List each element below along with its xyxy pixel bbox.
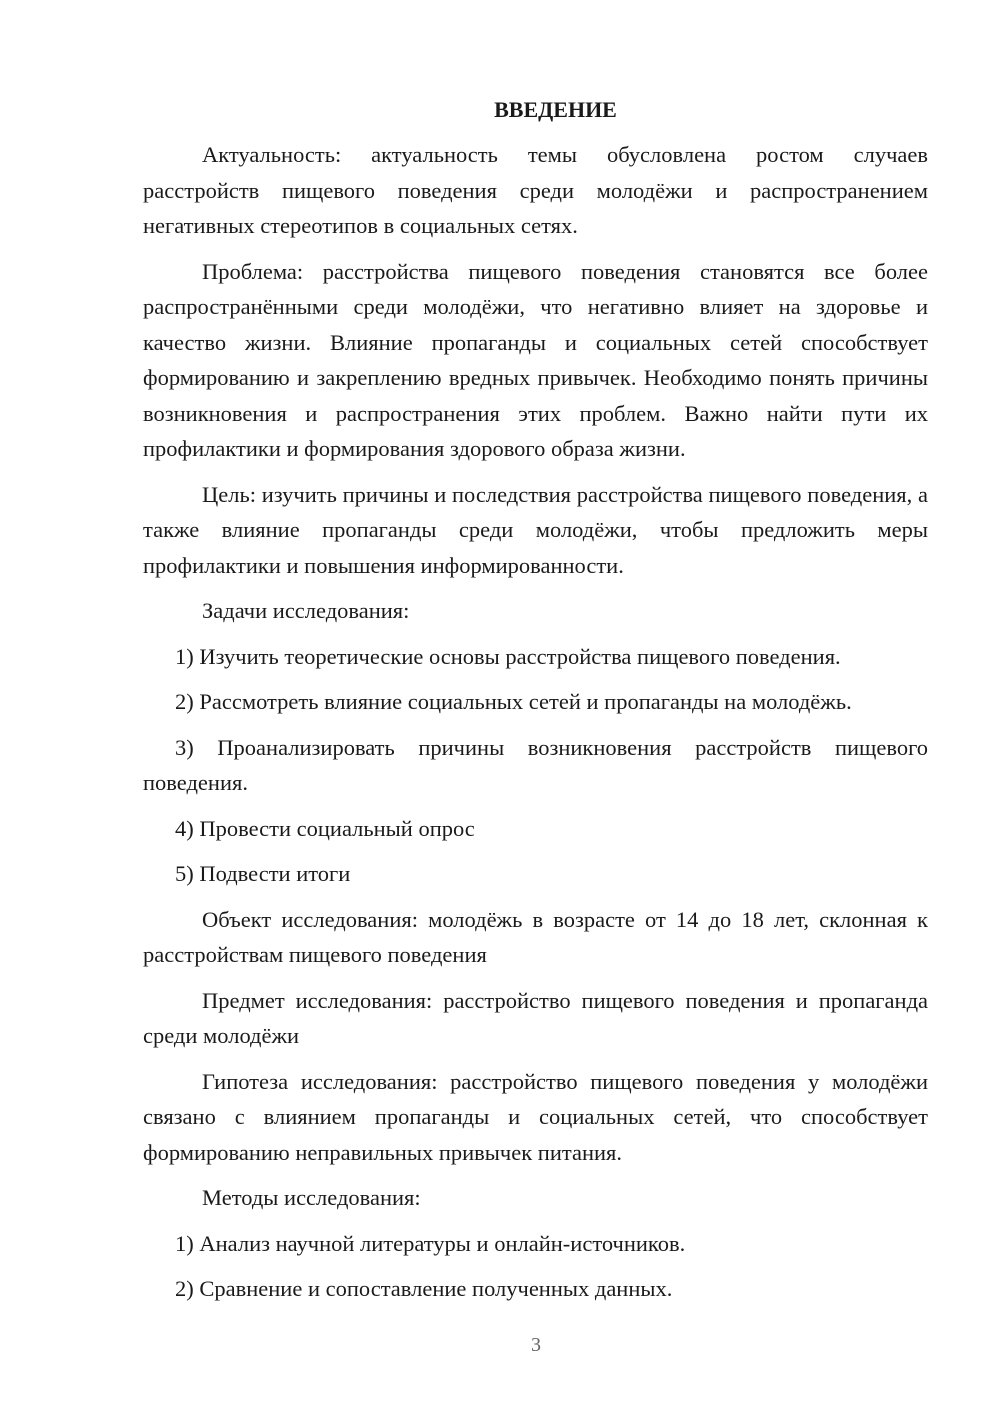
task-item: 4) Провести социальный опрос [175, 815, 475, 841]
task-item: 2) Рассмотреть влияние социальных сетей и пропаганды на молодёжь. [175, 689, 852, 714]
page-number: 3 [531, 1334, 541, 1356]
hypothesis-paragraph: Гипотеза исследования: расстройство пищевого поведения у молодёжи связано с влиянием пропаганды и социальных сетей, что способствует формированию неправильных привычек питания. [143, 1068, 928, 1165]
method-item: 1) Анализ научной литературы и онлайн-источников. [175, 1230, 686, 1256]
task-item: 5) Подвести итоги [175, 861, 351, 886]
goal-paragraph: Цель: изучить причины и последствия расстройства пищевого поведения, а также влияние пропаганды среди молодёжи, чтобы предложить меры профилактики и повышения информированности. [143, 481, 928, 578]
subject-paragraph: Предмет исследования: расстройство пищевого поведения и пропаганда среди молодёжи [143, 987, 928, 1048]
problem-paragraph: Проблема: расстройства пищевого поведения становятся все более распространёнными среди молодёжи, что негативно влияет на здоровье и качество жизни. Влияние пропаганды и социальных сетей способствует формированию и закреплению вредных привычек. Необходимо понять причины возникновения и распространения этих проблем. Важно найти пути их профилактики и формирования здорового образа жизни. [143, 258, 928, 461]
methods-heading: Методы исследования: [202, 1185, 421, 1210]
task-item: 3) Проанализировать причины возникновения расстройств пищевого поведения. [143, 734, 928, 795]
relevance-paragraph: Актуальность: актуальность темы обусловлена ростом случаев расстройств пищевого поведения среди молодёжи и распространением негативных стереотипов в социальных сетях. [143, 142, 928, 238]
object-paragraph: Объект исследования: молодёжь в возрасте от 14 до 18 лет, склонная к расстройствам пищевого поведения [143, 906, 928, 967]
tasks-heading: Задачи исследования: [202, 598, 410, 623]
task-item: 1) Изучить теоретические основы расстройства пищевого поведения. [175, 643, 841, 669]
method-item: 2) Сравнение и сопоставление полученных данных. [175, 1276, 673, 1301]
section-title: ВВЕДЕНИЕ [494, 97, 617, 122]
